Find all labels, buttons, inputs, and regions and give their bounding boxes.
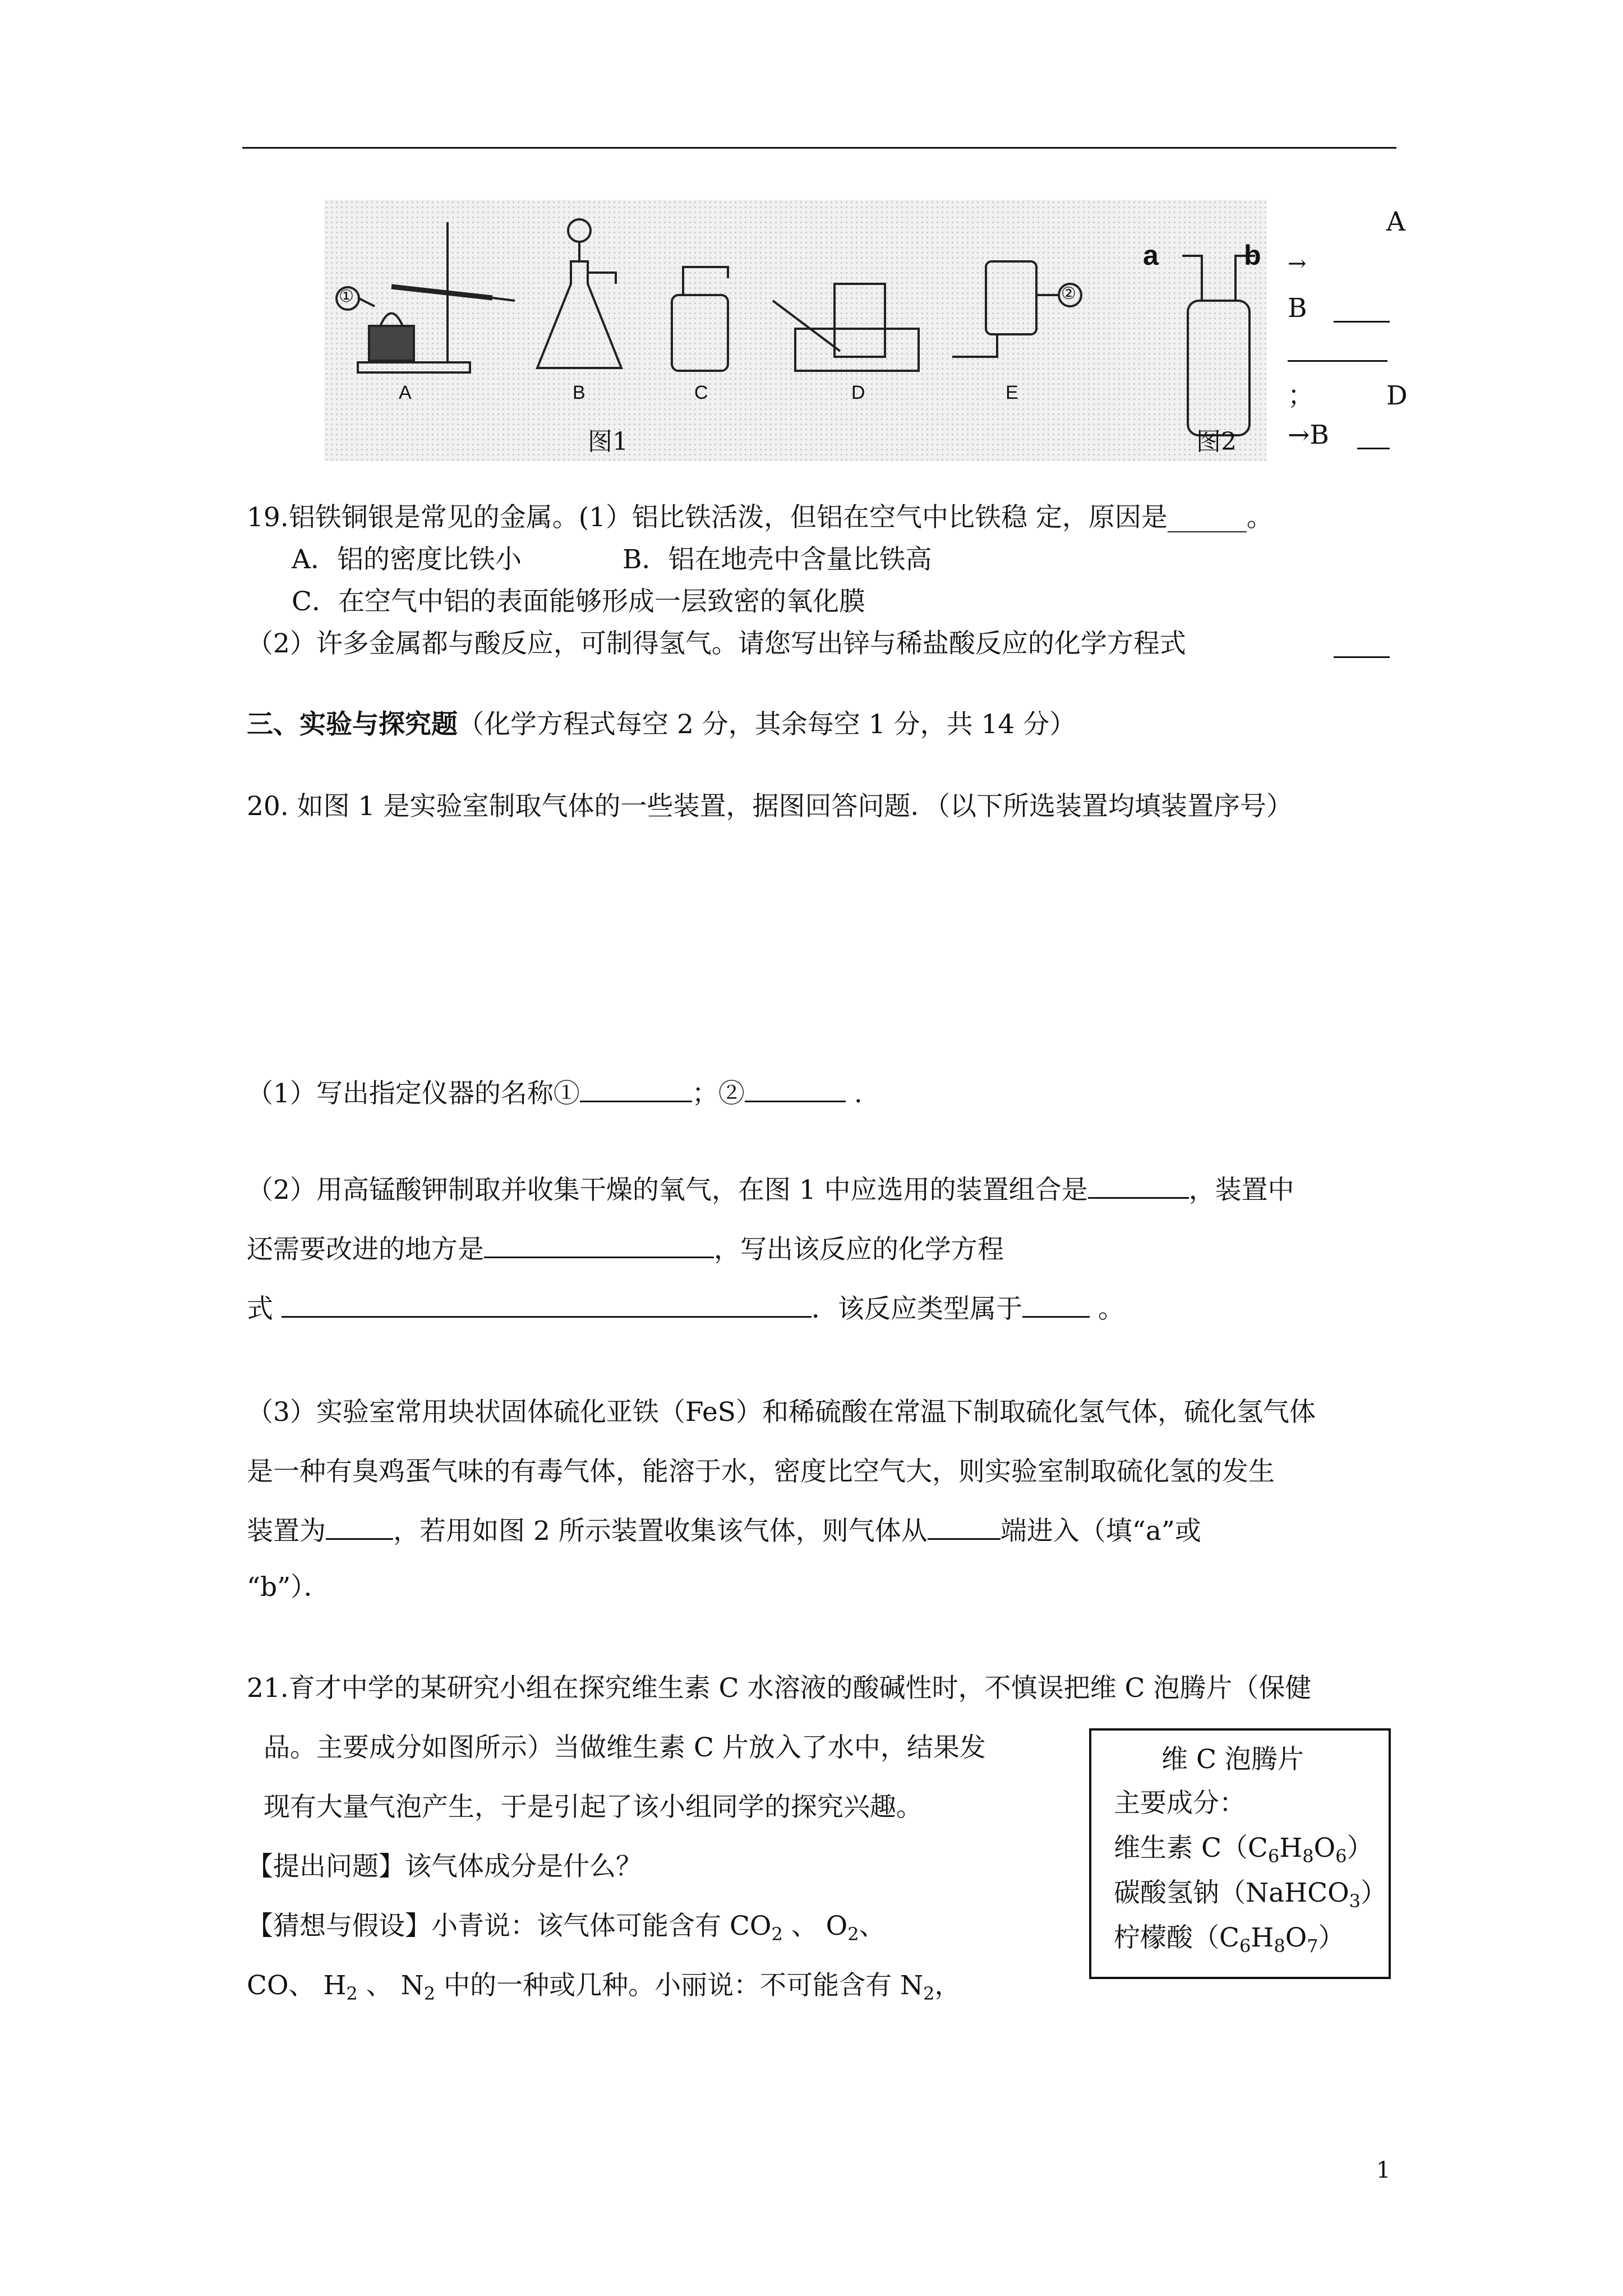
q20-p2-blank4 [1022, 1295, 1090, 1318]
marker-1: ① [339, 287, 354, 306]
q20-p1-blank2 [745, 1079, 846, 1102]
q20-p2-f: ．该反应类型属于 [811, 1294, 1022, 1324]
q21-l5-sub1: 2 [771, 1924, 783, 1945]
apparatus-drawing [324, 200, 1266, 461]
label-c: C [694, 382, 708, 403]
delivery-tube-a [492, 298, 515, 301]
box-main: 主要成分： [1114, 1788, 1246, 1819]
q20-p3-a: 装置为 [247, 1516, 326, 1547]
delivery-tube-d [773, 301, 840, 351]
q21-l6-sub1: 2 [346, 1983, 358, 2004]
funnel-bulb [568, 219, 591, 242]
test-tube [391, 287, 492, 298]
q21-l5-sub2: 2 [847, 1924, 859, 1945]
q21-l6-d: ， [934, 1970, 961, 2001]
q20-intro: 20. 如图 1 是实验室制取气体的一些装置，据图回答问题．（以下所选装置均填装置序号） [247, 791, 1293, 822]
label-d: D [851, 382, 865, 403]
q21-line3: 现有大量气泡产生，于是引起了该小组同学的探究兴趣。 [264, 1792, 923, 1823]
q21-l6-a: CO、 H [247, 1970, 347, 2001]
q20-part2-line1 [247, 1174, 1294, 1207]
q21-line2: 品。主要成分如图所示）当做维生素 C 片放入了水中，结果发 [264, 1732, 986, 1763]
vitc-sub3: 6 [1335, 1846, 1347, 1867]
citric-close: ） [1318, 1922, 1345, 1953]
water-trough [795, 329, 919, 371]
section3-title: 三、实验与探究题 [247, 709, 458, 740]
gas-bottle-e [986, 261, 1036, 334]
q20-p1-c: . [845, 1078, 863, 1109]
side-note-b2-blank [1357, 426, 1390, 449]
marker-2: ② [1061, 284, 1076, 303]
side-note-blank-2 [1288, 339, 1387, 362]
q20-p2-c: 还需要改进的地方是 [247, 1234, 484, 1265]
q21-l6-c: 中的一种或几种。小丽说：不可能含有 N [435, 1970, 924, 2001]
q20-p3-blank1 [326, 1517, 393, 1540]
section3-heading [247, 708, 1076, 742]
side-note-b-blank [1334, 300, 1390, 323]
citric-sub3: 7 [1307, 1935, 1318, 1957]
q21-line1: 21.育才中学的某研究小组在探究维生素 C 水溶液的酸碱性时，不慎误把维 C 泡腾片（保健 [247, 1673, 1312, 1704]
side-note-a: A [1386, 206, 1405, 237]
header-rule [242, 147, 1396, 149]
vitc-a: 维生素 C（C [1114, 1833, 1268, 1864]
q20-p1-a: （1）写出指定仪器的名称① [247, 1078, 580, 1109]
vitc-h: H [1279, 1833, 1303, 1864]
label-e: E [1006, 382, 1018, 403]
q21-l5-b: 、 O [782, 1911, 848, 1941]
box-item-citric [1114, 1921, 1345, 1963]
q20-p1-b: ；② [691, 1078, 745, 1109]
q21-l5-a: 【猜想与假设】小青说：该气体可能含有 CO [247, 1911, 772, 1941]
q21-l6-b: 、 N [357, 1970, 424, 2001]
vitc-sub1: 6 [1267, 1846, 1280, 1867]
vitc-close: ） [1347, 1833, 1373, 1864]
q20-p2-a: （2）用高锰酸钾制取并收集干燥的氧气，在图 1 中应选用的装置组合是 [247, 1175, 1088, 1205]
port-b-label: b [1244, 240, 1261, 271]
q20-part2-line3 [247, 1292, 1124, 1326]
side-note-arrow: → [1288, 251, 1307, 277]
q20-p1-blank1 [580, 1079, 692, 1102]
side-note-arrow-b: →B [1288, 420, 1329, 450]
lamp-flame [380, 314, 403, 326]
q21-l5-c: 、 [859, 1911, 886, 1941]
q20-p2-g: 。 [1089, 1294, 1124, 1324]
inverted-cylinder [834, 284, 885, 357]
vitc-sub2: 8 [1302, 1846, 1314, 1867]
q20-p3-line2: 是一种有臭鸡蛋气味的有毒气体，能溶于水，密度比空气大，则实验室制取硫化氢的发生 [247, 1456, 1275, 1487]
q19-option-b: B．铝在地壳中含量比铁高 [623, 544, 932, 575]
q19-option-a: A．铝的密度比铁小 [292, 544, 522, 575]
fig2-caption: 图2 [1196, 427, 1237, 456]
q21-l6-sub3: 2 [923, 1983, 935, 2004]
stand-base [358, 362, 470, 372]
q20-p2-blank3 [282, 1295, 811, 1318]
bottle-e-tube [952, 334, 997, 357]
section3-note: （化学方程式每空 2 分，其余每空 1 分，共 14 分） [458, 709, 1076, 740]
gas-bottle-c [672, 295, 728, 371]
box-item-nahco3 [1114, 1876, 1387, 1918]
alcohol-lamp [369, 326, 414, 361]
product-label-box [1089, 1728, 1391, 1979]
citric-h: H [1251, 1922, 1274, 1953]
citric-sub1: 6 [1239, 1935, 1251, 1957]
q20-p3-c: 端进入（填“a”或 [1000, 1516, 1201, 1547]
fig1-caption: 图1 [588, 427, 628, 456]
q19-option-c: C．在空气中铝的表面能够形成一层致密的氧化膜 [292, 586, 865, 617]
q21-line5 [247, 1910, 886, 1951]
marker-1-leader [359, 298, 375, 306]
port-a-label: a [1143, 240, 1159, 271]
q21-line4: 【提出问题】该气体成分是什么？ [247, 1851, 642, 1882]
box-item-vitc [1114, 1832, 1373, 1873]
nahco3-close: ） [1361, 1878, 1387, 1908]
side-note-d: D [1386, 380, 1408, 411]
nahco3-sub: 3 [1349, 1890, 1361, 1912]
q20-p3-b: ，若用如图 2 所示装置收集该气体，则气体从 [393, 1516, 928, 1547]
q19-line1: 19.铝铁铜银是常见的金属。(1）铝比铁活泼，但铝在空气中比铁稳 定，原因是______。 [247, 502, 1273, 533]
label-b: B [573, 382, 585, 403]
label-a: A [399, 382, 412, 403]
vitc-o: O [1313, 1833, 1336, 1864]
gas-bottle-fig2 [1188, 301, 1249, 435]
q21-l6-sub2: 2 [423, 1983, 436, 2004]
side-note-b-label: B [1288, 293, 1307, 324]
q19-part2: （2）许多金属都与酸反应，可制得氢气。请您写出锌与稀盐酸反应的化学方程式 [247, 628, 1186, 659]
citric-o: O [1285, 1922, 1307, 1953]
q20-p3-line4: “b”）． [247, 1572, 330, 1603]
q20-p2-e: 式 [247, 1294, 282, 1324]
citric-a: 柠檬酸（C [1114, 1922, 1239, 1953]
q20-p2-b: ，装置中 [1188, 1175, 1294, 1205]
page-number: 1 [1376, 2157, 1391, 2183]
fig2-tube-a [1182, 256, 1202, 301]
q20-p3-line1: （3）实验室常用块状固体硫化亚铁（FeS）和稀硫酸在常温下制取硫化氢气体，硫化氢气体 [247, 1397, 1316, 1428]
conical-flask [537, 261, 621, 368]
q19-part2-blank [1334, 635, 1390, 658]
box-title: 维 C 泡腾片 [1161, 1744, 1304, 1775]
q20-p3-blank2 [928, 1517, 1000, 1540]
q21-line6 [247, 1969, 961, 2010]
nahco3-a: 碳酸氢钠（NaHCO [1114, 1878, 1349, 1908]
q20-p2-blank2 [484, 1235, 714, 1258]
citric-sub2: 8 [1274, 1935, 1285, 1957]
bottle-c-tube [683, 267, 728, 295]
q20-p2-d: ，写出该反应的化学方程 [714, 1234, 1004, 1265]
apparatus-figure [324, 200, 1266, 461]
q20-p3-line3 [247, 1515, 1201, 1548]
q20-part1 [247, 1077, 863, 1111]
q20-p2-blank1 [1088, 1176, 1189, 1199]
q20-part2-line2 [247, 1233, 1004, 1267]
side-note-semicolon: ； [1288, 380, 1314, 411]
flask-outlet [588, 273, 616, 284]
